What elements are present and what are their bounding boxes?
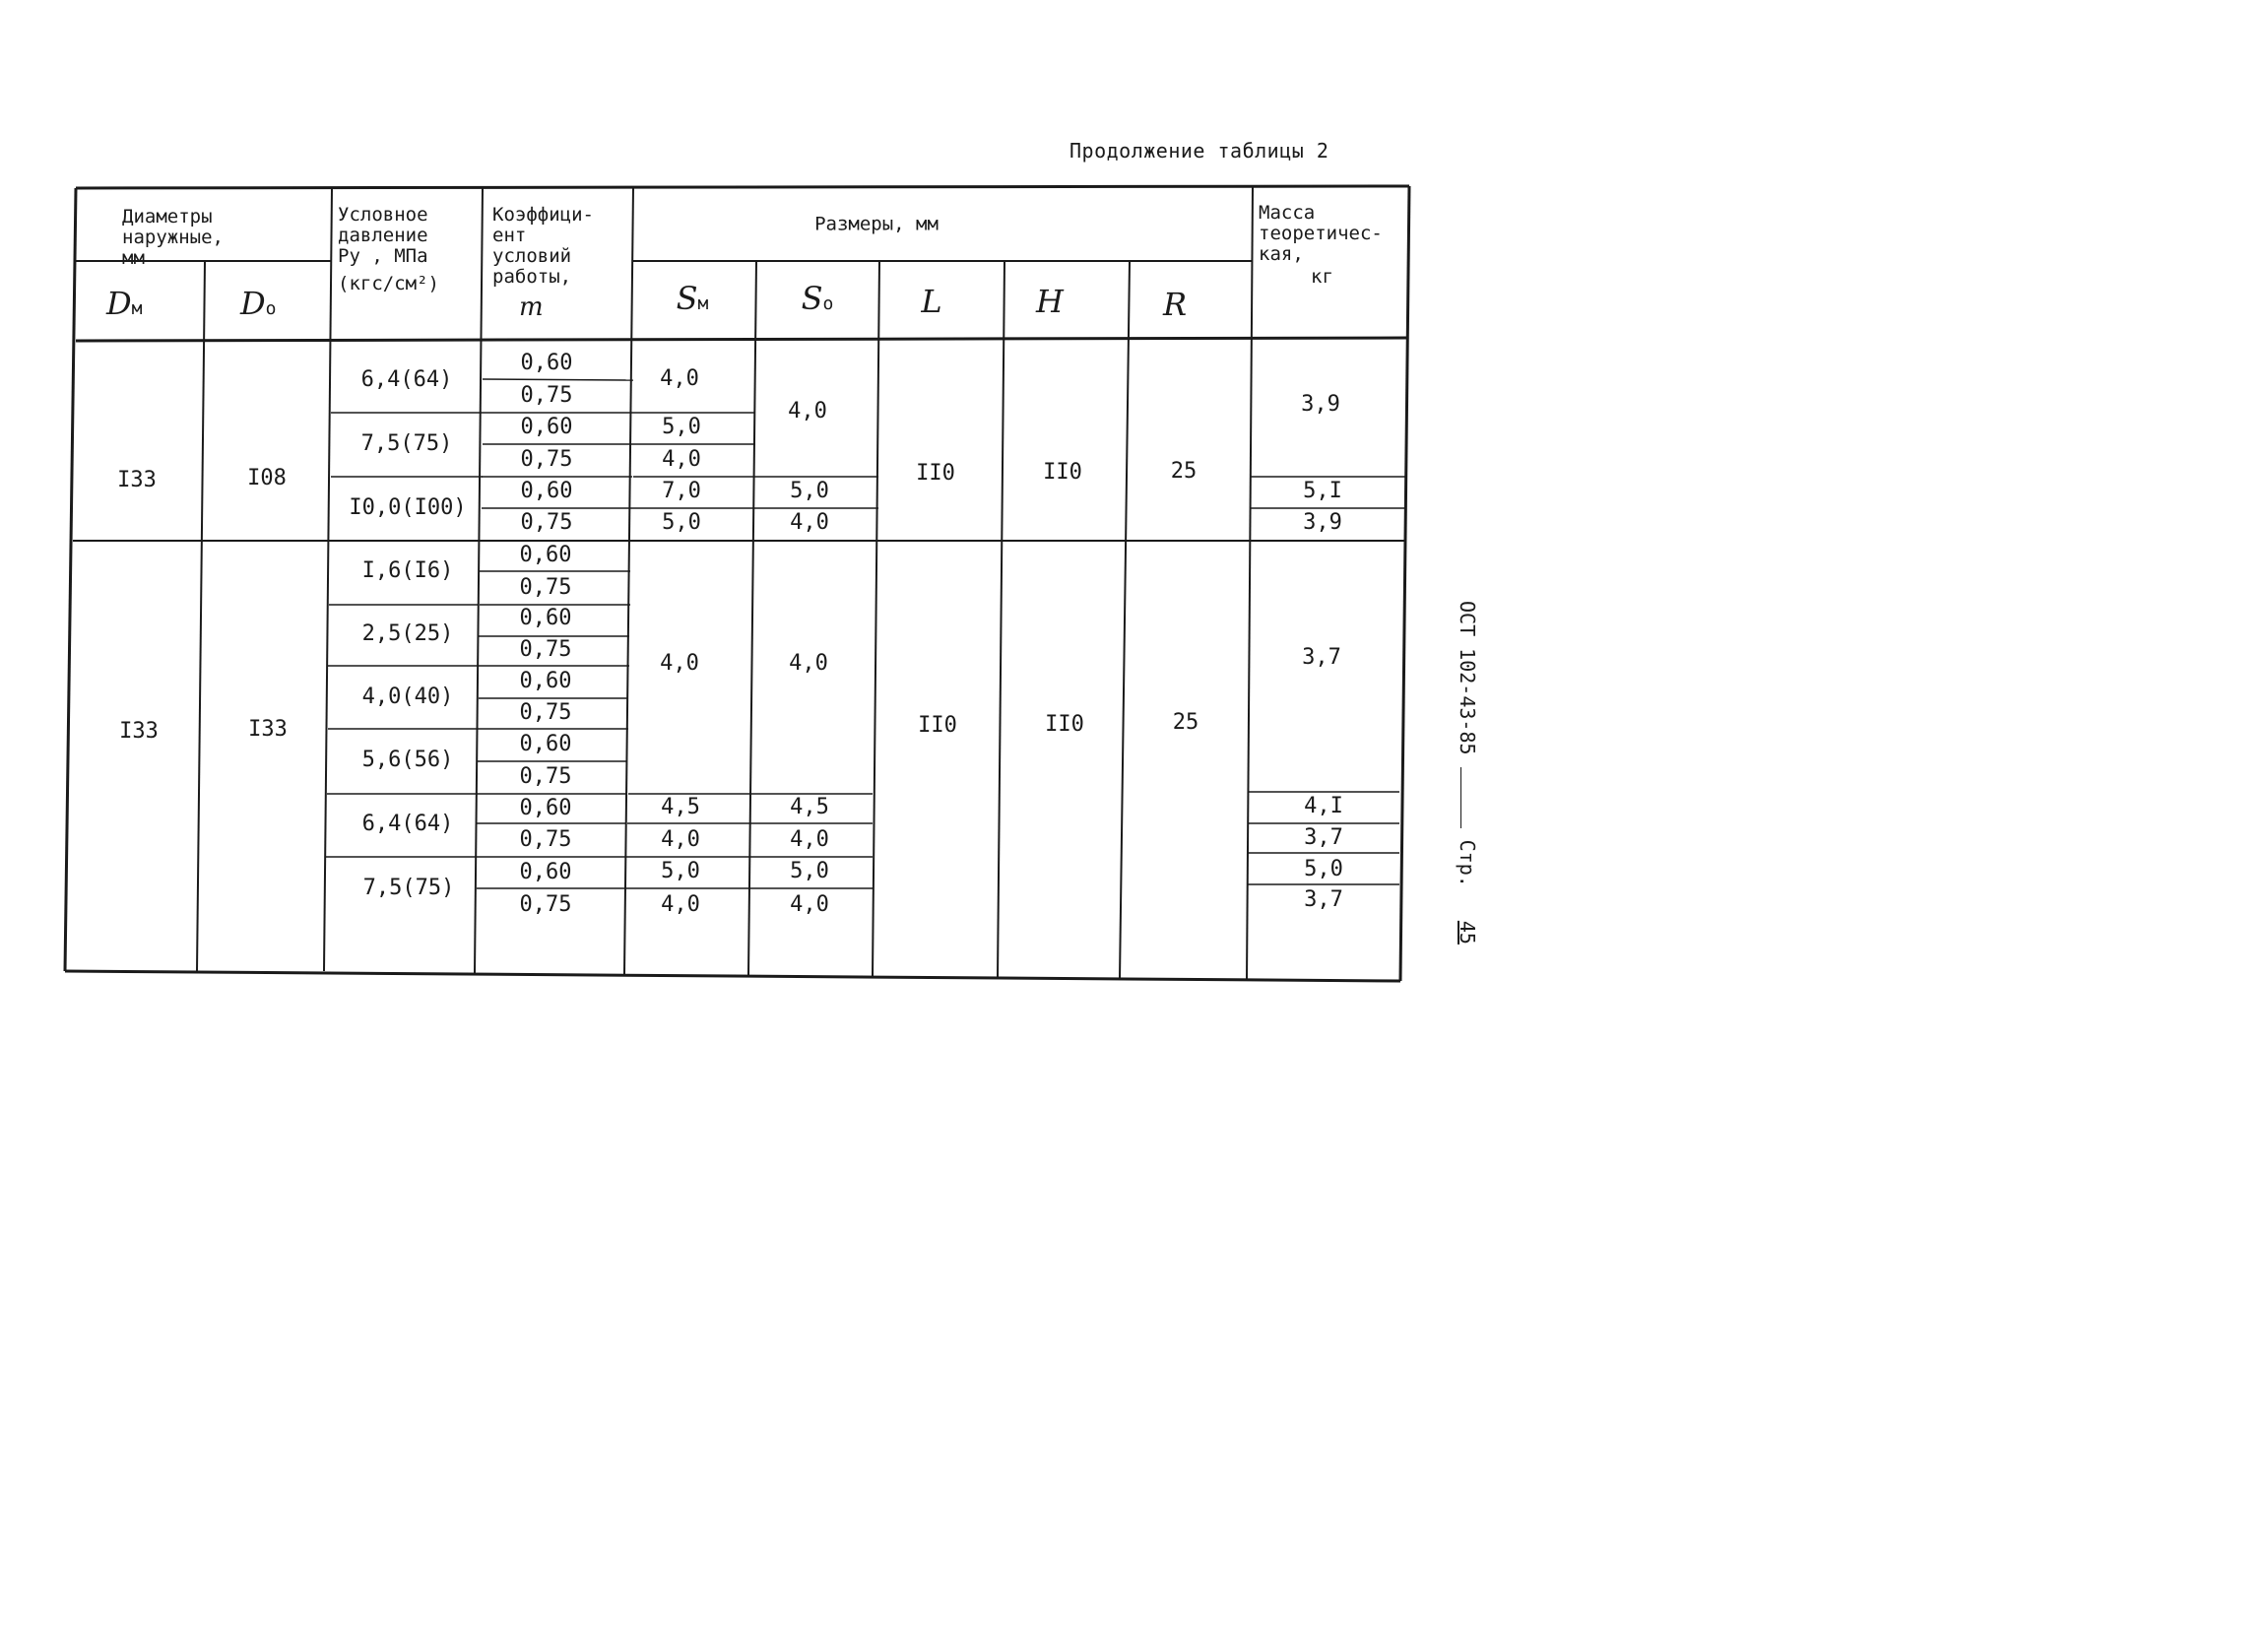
so-sub: о bbox=[822, 293, 834, 314]
g2-so: 4,0 bbox=[789, 651, 828, 676]
do-sub: о bbox=[265, 298, 277, 319]
header-coef-3: условий bbox=[492, 245, 572, 267]
g2-h: II0 bbox=[1045, 712, 1084, 737]
g2-sm: 4,0 bbox=[661, 827, 700, 852]
so-letter: S bbox=[801, 280, 823, 317]
g1-so: 4,0 bbox=[788, 399, 827, 424]
g1-sm: 4,0 bbox=[662, 447, 701, 472]
g2-so: 5,0 bbox=[790, 859, 829, 883]
g1-r: 25 bbox=[1170, 459, 1198, 484]
g2-r: 25 bbox=[1172, 710, 1199, 735]
g1-pressure: I0,0(I00) bbox=[349, 495, 467, 520]
header-dm bbox=[106, 285, 143, 325]
dm-sub: м bbox=[131, 298, 143, 319]
g2-so: 4,5 bbox=[790, 795, 829, 819]
g2-coef: 0,75 bbox=[519, 892, 572, 917]
g2-coef: 0,75 bbox=[519, 637, 572, 662]
header-coef-symbol: m bbox=[519, 293, 544, 322]
header-do bbox=[240, 285, 277, 325]
g1-coef: 0,60 bbox=[520, 415, 573, 439]
g2-pressure: 7,5(75) bbox=[362, 876, 455, 900]
g2-sm: 4,5 bbox=[661, 795, 700, 819]
header-coef-1: Коэффици- bbox=[492, 204, 594, 226]
g1-coef: 0,75 bbox=[520, 383, 573, 408]
header-pressure-1: Условное bbox=[338, 204, 428, 226]
g2-mass: 3,7 bbox=[1304, 887, 1343, 912]
table-caption: Продолжение таблицы 2 bbox=[1069, 139, 1329, 163]
side-underline bbox=[1460, 767, 1471, 828]
g2-pressure: 2,5(25) bbox=[361, 621, 454, 646]
header-pressure-4: (кгс/см²) bbox=[338, 273, 439, 294]
g2-so: 4,0 bbox=[790, 892, 829, 917]
g1-coef: 0,60 bbox=[520, 351, 573, 375]
g2-coef: 0,60 bbox=[519, 669, 572, 693]
g2-pressure: I,6(I6) bbox=[361, 558, 454, 583]
dm-letter: D bbox=[106, 285, 132, 322]
g1-mass: 3,9 bbox=[1301, 392, 1340, 417]
g1-sm: 5,0 bbox=[662, 510, 701, 535]
side-doc-number: ОСТ 102-43-85 bbox=[1456, 601, 1479, 755]
header-mass-4: кг bbox=[1311, 266, 1333, 288]
g1-sm: 4,0 bbox=[660, 366, 699, 391]
g1-sm: 5,0 bbox=[662, 415, 701, 439]
g2-l: II0 bbox=[918, 713, 957, 738]
g1-mass: 5,I bbox=[1303, 479, 1342, 503]
g2-coef: 0,60 bbox=[519, 732, 572, 756]
g2-coef: 0,75 bbox=[519, 827, 572, 852]
g2-coef: 0,60 bbox=[519, 606, 572, 630]
header-sizes: Размеры, мм bbox=[814, 213, 939, 235]
g1-coef: 0,75 bbox=[520, 510, 573, 535]
do-letter: D bbox=[240, 285, 266, 322]
g1-pressure: 7,5(75) bbox=[360, 431, 453, 456]
g1-so: 4,0 bbox=[790, 510, 829, 535]
header-pressure-3: Py , МПа bbox=[338, 245, 428, 267]
g1-so: 5,0 bbox=[790, 479, 829, 503]
header-coef-2: ент bbox=[492, 225, 527, 246]
g1-h: II0 bbox=[1043, 460, 1082, 485]
g2-sm: 4,0 bbox=[661, 892, 700, 917]
g2-mass: 4,I bbox=[1304, 794, 1343, 818]
g2-coef: 0,75 bbox=[519, 575, 572, 600]
side-page-number: 45 bbox=[1456, 920, 1479, 945]
g2-mass: 5,0 bbox=[1304, 857, 1343, 881]
header-l: L bbox=[921, 283, 942, 320]
header-r: R bbox=[1162, 286, 1188, 323]
g2-coef: 0,60 bbox=[519, 796, 572, 820]
sm-letter: S bbox=[676, 280, 698, 317]
g2-mass: 3,7 bbox=[1304, 825, 1343, 850]
g2-sm: 4,0 bbox=[660, 651, 699, 676]
g2-sm: 5,0 bbox=[661, 859, 700, 883]
g1-mass: 3,9 bbox=[1303, 510, 1342, 535]
table-grid bbox=[0, 0, 1530, 1102]
g1-pressure: 6,4(64) bbox=[360, 367, 453, 392]
g2-pressure: 5,6(56) bbox=[361, 748, 454, 772]
g2-do: I33 bbox=[248, 717, 288, 742]
g1-do: I08 bbox=[247, 466, 287, 490]
header-so bbox=[801, 280, 834, 320]
header-pressure-2: давление bbox=[338, 225, 428, 246]
g1-dm: I33 bbox=[117, 468, 157, 492]
side-page-label: Стр. bbox=[1456, 839, 1479, 887]
header-mass-2: теоретичес- bbox=[1259, 223, 1383, 244]
g2-coef: 0,75 bbox=[519, 700, 572, 725]
header-coef-4: работы, bbox=[492, 266, 572, 288]
g1-l: II0 bbox=[916, 461, 955, 486]
sm-sub: м bbox=[697, 293, 709, 314]
header-mass-3: кая, bbox=[1259, 243, 1304, 265]
g1-coef: 0,60 bbox=[520, 479, 573, 503]
header-diameters: Диаметры наружные, мм bbox=[122, 206, 224, 269]
header-mass-1: Масса bbox=[1259, 202, 1316, 224]
g2-dm: I33 bbox=[119, 719, 159, 744]
g2-mass: 3,7 bbox=[1302, 645, 1341, 670]
g2-coef: 0,75 bbox=[519, 764, 572, 789]
g2-pressure: 6,4(64) bbox=[361, 812, 454, 836]
header-h: H bbox=[1036, 283, 1064, 320]
g2-pressure: 4,0(40) bbox=[361, 684, 454, 709]
g1-sm: 7,0 bbox=[662, 479, 701, 503]
side-stamp bbox=[1456, 601, 1479, 945]
g2-so: 4,0 bbox=[790, 827, 829, 852]
g1-coef: 0,75 bbox=[520, 447, 573, 472]
g2-coef: 0,60 bbox=[519, 860, 572, 884]
g2-coef: 0,60 bbox=[519, 543, 572, 567]
header-sm bbox=[676, 280, 709, 320]
